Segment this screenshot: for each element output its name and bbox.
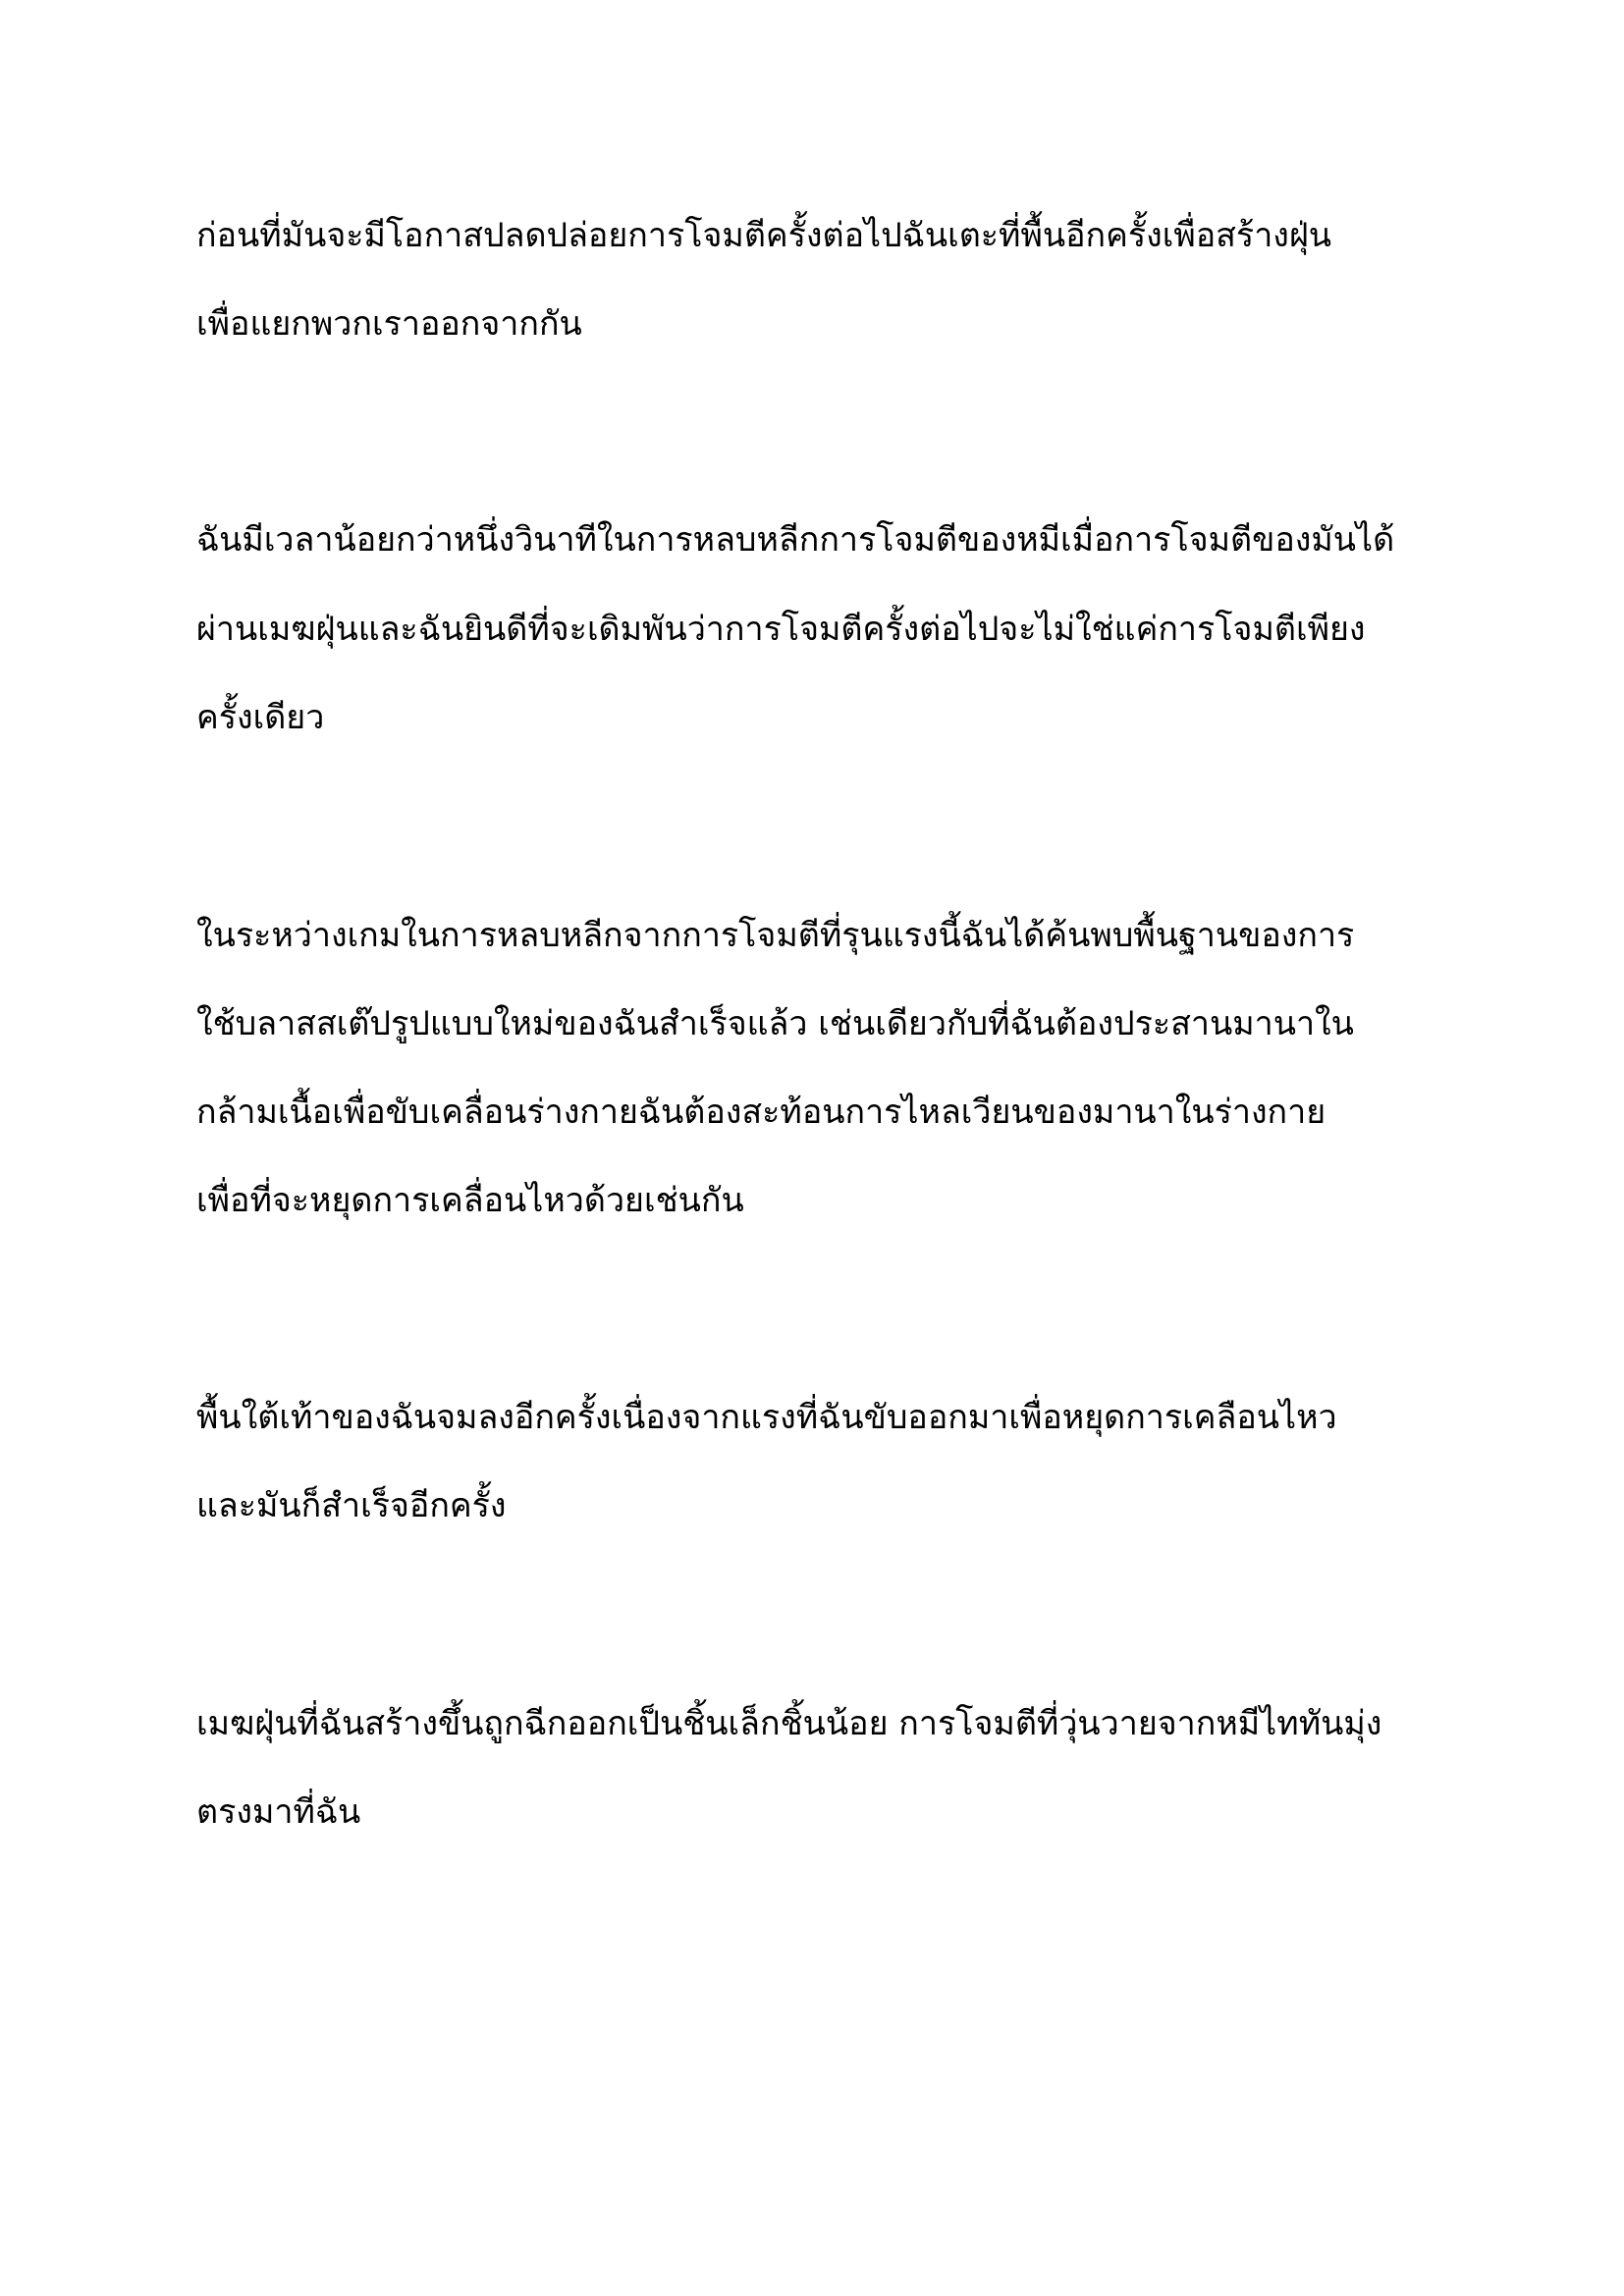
- paragraph-line: และมันก็สำเร็จอีกครั้ง: [196, 1486, 507, 1525]
- paragraph-line: พื้นใต้เท้าของฉันจมลงอีกครั้งเนื่องจากแรงที่ฉันขับออกมาเพื่อหยุดการเคลือนไหว: [196, 1398, 1337, 1437]
- paragraph-line: ผ่านเมฆฝุ่นและฉันยินดีที่จะเดิมพันว่าการโจมตีครั้งต่อไปจะไม่ใช่แค่การโจมตีเพียง: [196, 610, 1366, 649]
- paragraph-line: ครั้งเดียว: [196, 698, 325, 737]
- paragraph-line: เพื่อแยกพวกเราออกจากกัน: [196, 304, 582, 344]
- paragraph-line: ฉันมีเวลาน้อยกว่าหนึ่งวินาทีในการหลบหลีกการโจมตีของหมีเมื่อการโจมตีของมันได้: [196, 520, 1395, 560]
- paragraph-line: ตรงมาที่ฉัน: [196, 1792, 361, 1832]
- paragraph-line: เพื่อที่จะหยุดการเคลื่อนไหวด้วยเช่นกัน: [196, 1181, 744, 1220]
- paragraph-line: เมฆฝุ่นที่ฉันสร้างขึ้นถูกฉีกออกเป็นชิ้นเล็กชิ้นน้อย การโจมตีที่วุ่นวายจากหมีไททันมุ่ง: [196, 1704, 1382, 1743]
- paragraph-line: กล้ามเนื้อเพื่อขับเคลื่อนร่างกายฉันต้องสะท้อนการไหลเวียนของมานาในร่างกาย: [196, 1093, 1326, 1132]
- paragraph-line: ในระหว่างเกมในการหลบหลีกจากการโจมตีที่รุนแรงนี้ฉันได้ค้นพบพื้นฐานของการ: [196, 916, 1355, 955]
- paragraph-line: ก่อนที่มันจะมีโอกาสปลดปล่อยการโจมตีครั้งต่อไปฉันเตะที่พื้นอีกครั้งเพื่อสร้างฝุ่น: [196, 216, 1332, 255]
- paragraph-line: ใช้บลาสสเต๊ปรูปแบบใหม่ของฉันสำเร็จแล้ว เช่นเดียวกับที่ฉันต้องประสานมานาใน: [196, 1004, 1354, 1043]
